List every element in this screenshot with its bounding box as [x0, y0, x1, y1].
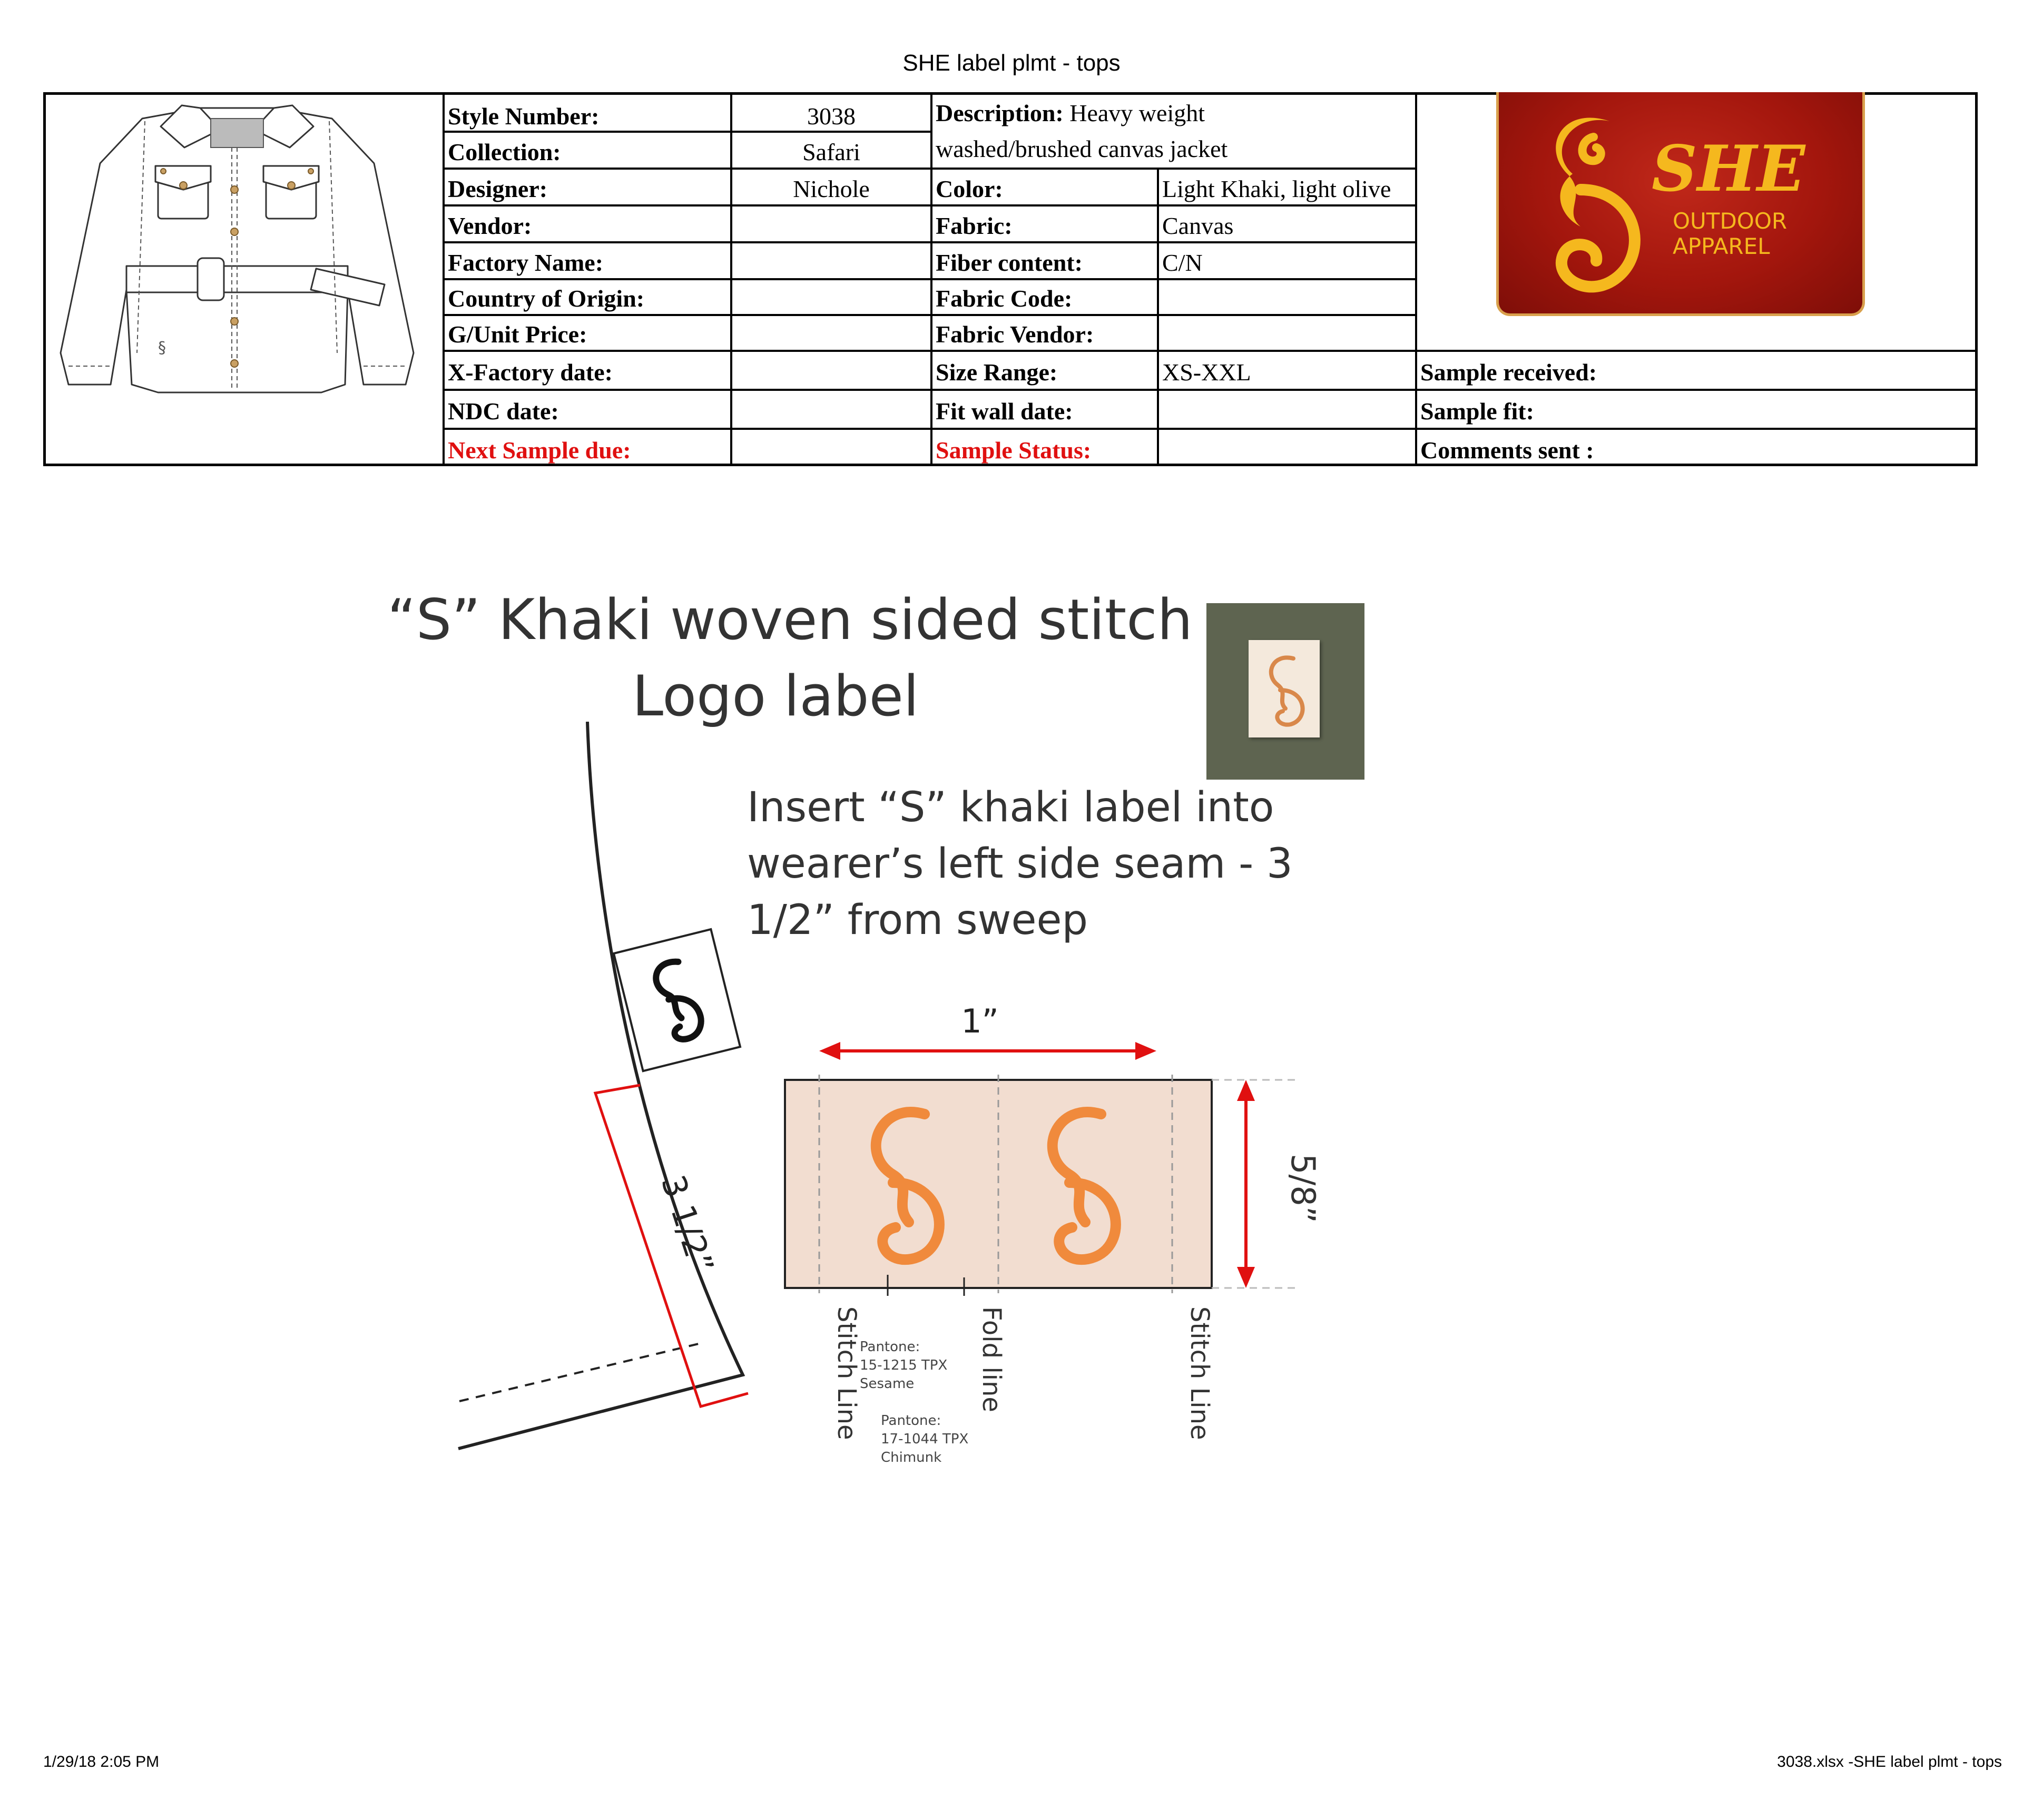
pantone-note-1-line1: Pantone:	[860, 1339, 920, 1355]
label-detail-drawing	[774, 1001, 1328, 1296]
style-number-value: 3038	[807, 103, 856, 130]
diagram-title-line2: Logo label	[632, 664, 919, 729]
pantone-note-2-line1: Pantone:	[881, 1413, 941, 1429]
fiber-content-label: Fiber content:	[936, 249, 1083, 276]
pantone-note-chimunk	[881, 1412, 968, 1467]
diagram-title-line1: “S” Khaki woven sided stitch	[387, 587, 1193, 652]
fabric-vendor-label: Fabric Vendor:	[936, 321, 1094, 348]
factory-name-label: Factory Name:	[448, 249, 604, 276]
width-measure-label: 1”	[961, 1002, 999, 1040]
fit-wall-date-label: Fit wall date:	[936, 398, 1073, 425]
country-of-origin-label: Country of Origin:	[448, 285, 645, 312]
sample-fit-label: Sample fit:	[1420, 398, 1534, 425]
color-label: Color:	[936, 175, 1003, 202]
grid-line	[443, 350, 1978, 352]
grid-line	[443, 204, 1417, 206]
next-sample-due-label: Next Sample due:	[448, 437, 631, 464]
grid-line	[443, 314, 1417, 316]
grid-line	[443, 168, 1417, 170]
seam-placement-drawing	[453, 722, 769, 1459]
description-value-line1: Heavy weight	[1069, 100, 1205, 126]
fabric-label: Fabric:	[936, 212, 1013, 239]
sample-status-label: Sample Status:	[936, 437, 1092, 464]
description-label-text: Description:	[936, 100, 1064, 126]
instruction-line3: 1/2” from sweep	[747, 897, 1088, 944]
pantone-note-1-line3: Sesame	[860, 1376, 915, 1392]
color-value: Light Khaki, light olive	[1162, 175, 1391, 202]
grid-line	[443, 241, 1417, 243]
grid-line	[443, 389, 1978, 391]
size-range-label: Size Range:	[936, 359, 1058, 386]
fabric-value: Canvas	[1162, 212, 1234, 239]
grid-line	[443, 131, 930, 133]
seam-measure-label: 3 1/2”	[653, 1170, 722, 1278]
pantone-note-2-line3: Chimunk	[881, 1450, 942, 1466]
page-title: SHE label plmt - tops	[902, 50, 1121, 76]
description-value-line2: washed/brushed canvas jacket	[936, 135, 1228, 162]
brand-line-1: OUTDOOR	[1673, 208, 1788, 234]
fiber-content-value: C/N	[1162, 249, 1203, 276]
height-measure-label: 5/8”	[1284, 1154, 1322, 1223]
instruction-line1: Insert “S” khaki label into	[747, 784, 1274, 831]
label-photo	[1206, 603, 1364, 780]
stitch-line-right-label: Stitch Line	[1185, 1306, 1214, 1440]
grid-line	[1157, 169, 1159, 466]
footer-filename: 3038.xlsx -SHE label plmt - tops	[1777, 1753, 2002, 1770]
comments-sent-label: Comments sent :	[1420, 437, 1594, 464]
svg-text:§: §	[158, 339, 166, 357]
pantone-note-sesame	[860, 1338, 947, 1393]
grid-line	[443, 278, 1417, 280]
instruction-line2: wearer’s left side seam - 3	[747, 840, 1293, 888]
brand-line-2: APPAREL	[1673, 233, 1770, 259]
fabric-code-label: Fabric Code:	[936, 285, 1073, 312]
ndc-date-label: NDC date:	[448, 398, 559, 425]
she-s-logo-icon	[1530, 100, 1657, 300]
stitch-line-left-label: Stitch Line	[832, 1306, 861, 1440]
brand-name: SHE	[1652, 132, 1805, 206]
grid-line	[443, 428, 1978, 430]
jacket-sketch	[53, 90, 421, 400]
style-number-label: Style Number:	[448, 103, 600, 130]
pantone-note-2-line2: 17-1044 TPX	[881, 1431, 969, 1448]
designer-label: Designer:	[448, 175, 548, 202]
fold-line-label: Fold line	[977, 1306, 1006, 1412]
designer-value: Nichole	[793, 175, 870, 202]
woven-label-photo	[1249, 640, 1320, 737]
x-factory-date-label: X-Factory date:	[448, 359, 613, 386]
brand-logo-card	[1496, 92, 1865, 316]
pantone-note-1-line2: 15-1215 TPX	[860, 1357, 948, 1374]
sample-received-label: Sample received:	[1420, 359, 1597, 386]
description-label	[936, 101, 1205, 125]
collection-value: Safari	[802, 139, 860, 165]
collection-label: Collection:	[448, 139, 561, 165]
vendor-label: Vendor:	[448, 212, 532, 239]
size-range-value: XS-XXL	[1162, 359, 1251, 386]
footer-timestamp: 1/29/18 2:05 PM	[43, 1753, 160, 1770]
unit-price-label: G/Unit Price:	[448, 321, 587, 348]
s-logo-icon	[1249, 640, 1320, 737]
